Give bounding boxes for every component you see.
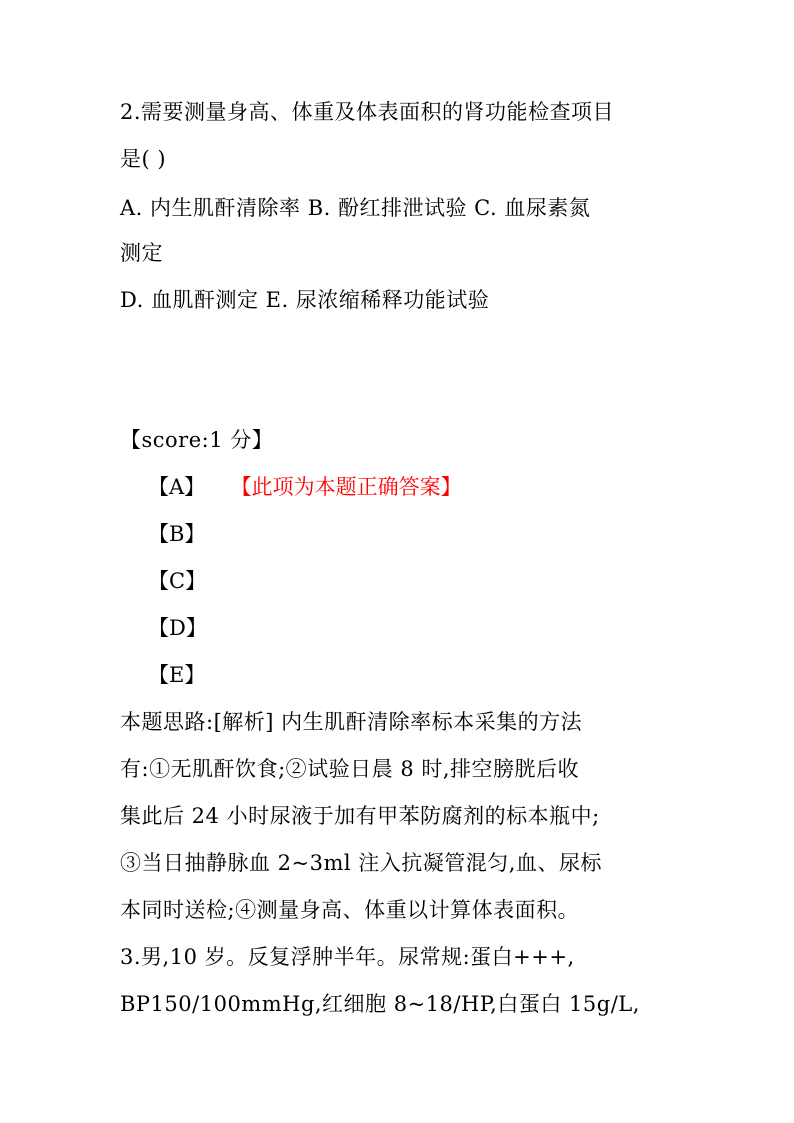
analysis-line-2: 有:①无肌酐饮食;②试验日晨 8 时,排空膀胱后收 [120,757,580,781]
answer-option-a-label: 【A】 [148,475,206,499]
question-2-stem-line-2: 是( ) [120,147,167,171]
analysis-line-4: ③当日抽静脉血 2~3ml 注入抗凝管混匀,血、尿标 [120,851,602,875]
answer-option-d: 【D】 [148,616,207,640]
question-3-line-1: 3.男,10 岁。反复浮肿半年。尿常规:蛋白+++, [120,945,575,969]
analysis-line-3: 集此后 24 小时尿液于加有甲苯防腐剂的标本瓶中; [120,804,600,828]
question-2-options-line-1: A. 内生肌酐清除率 B. 酚红排泄试验 C. 血尿素氮 [120,196,591,220]
score-label: 【score:1 分】 [120,428,274,452]
question-2-stem-line-1: 2.需要测量身高、体重及体表面积的肾功能检查项目 [120,100,615,124]
correct-answer-note: 【此项为本题正确答案】 [241,475,462,499]
analysis-line-1: 本题思路:[解析] 内生肌酐清除率标本采集的方法 [120,710,583,734]
answer-option-a [148,472,462,502]
answer-option-b: 【B】 [148,522,206,546]
answer-option-c: 【C】 [148,569,207,593]
question-3-line-2: BP150/100mmHg,红细胞 8~18/HP,白蛋白 15g/L, [120,992,640,1016]
question-2-options-line-2: 测定 [120,241,163,265]
answer-option-e: 【E】 [148,663,206,687]
analysis-line-5: 本同时送检;④测量身高、体重以计算体表面积。 [120,898,580,922]
question-2-options-line-3: D. 血肌酐测定 E. 尿浓缩稀释功能试验 [120,288,490,312]
